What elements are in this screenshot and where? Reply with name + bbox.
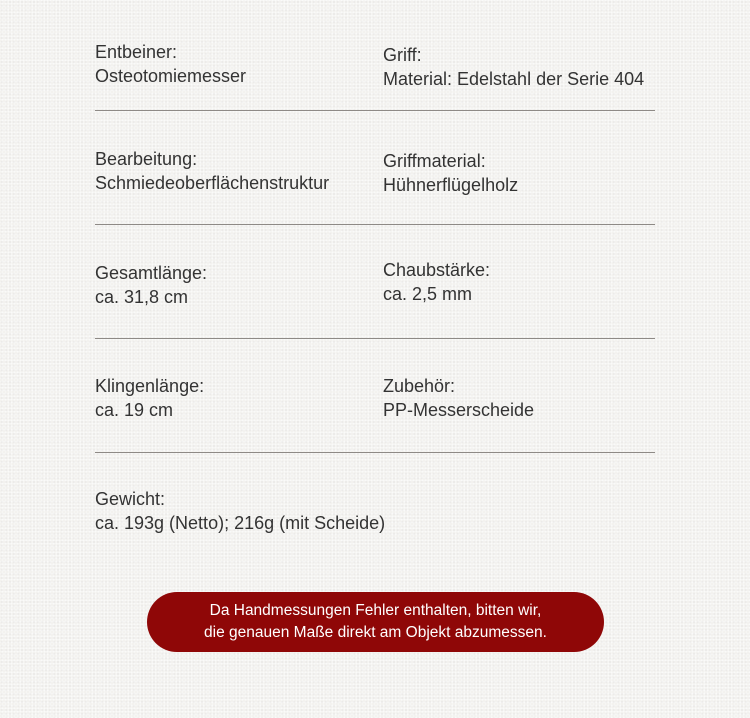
spec-label: Gesamtlänge: [95,263,208,283]
spec-value: Hühnerflügelholz [383,175,519,195]
spec-label: Entbeiner: [95,42,178,62]
spec-label: Zubehör: [383,376,456,396]
spec-cell-thickness [383,258,490,306]
spec-value: Schmiedeoberflächenstruktur [95,173,330,193]
spec-cell-finish [95,147,329,195]
spec-label: Griff: [383,45,422,65]
divider [95,110,655,111]
spec-cell-handle-material [383,149,518,197]
spec-value: ca. 193g (Netto); 216g (mit Scheide) [95,513,386,533]
spec-value: Osteotomiemesser [95,66,247,86]
spec-value: Material: Edelstahl der Serie 404 [383,69,645,89]
divider [95,224,655,225]
spec-value: ca. 2,5 mm [383,284,473,304]
notice-line: die genauen Maße direkt am Objekt abzumessen. [204,624,547,641]
spec-cell-blade-type [95,40,246,88]
divider [95,338,655,339]
spec-cell-handle [383,43,644,91]
spec-cell-blade-length [95,374,204,422]
measurement-notice [147,592,604,652]
spec-label: Klingenlänge: [95,376,205,396]
spec-label: Gewicht: [95,489,166,509]
divider [95,452,655,453]
spec-label: Bearbeitung: [95,149,198,169]
spec-label: Griffmaterial: [383,151,486,171]
spec-value: ca. 31,8 cm [95,287,189,307]
spec-value: ca. 19 cm [95,400,174,420]
spec-cell-accessories [383,374,534,422]
spec-label: Chaubstärke: [383,260,491,280]
spec-cell-total-length [95,261,207,309]
notice-line: Da Handmessungen Fehler enthalten, bitten wir, [209,602,542,619]
spec-cell-weight [95,487,385,535]
spec-value: PP-Messerscheide [383,400,535,420]
